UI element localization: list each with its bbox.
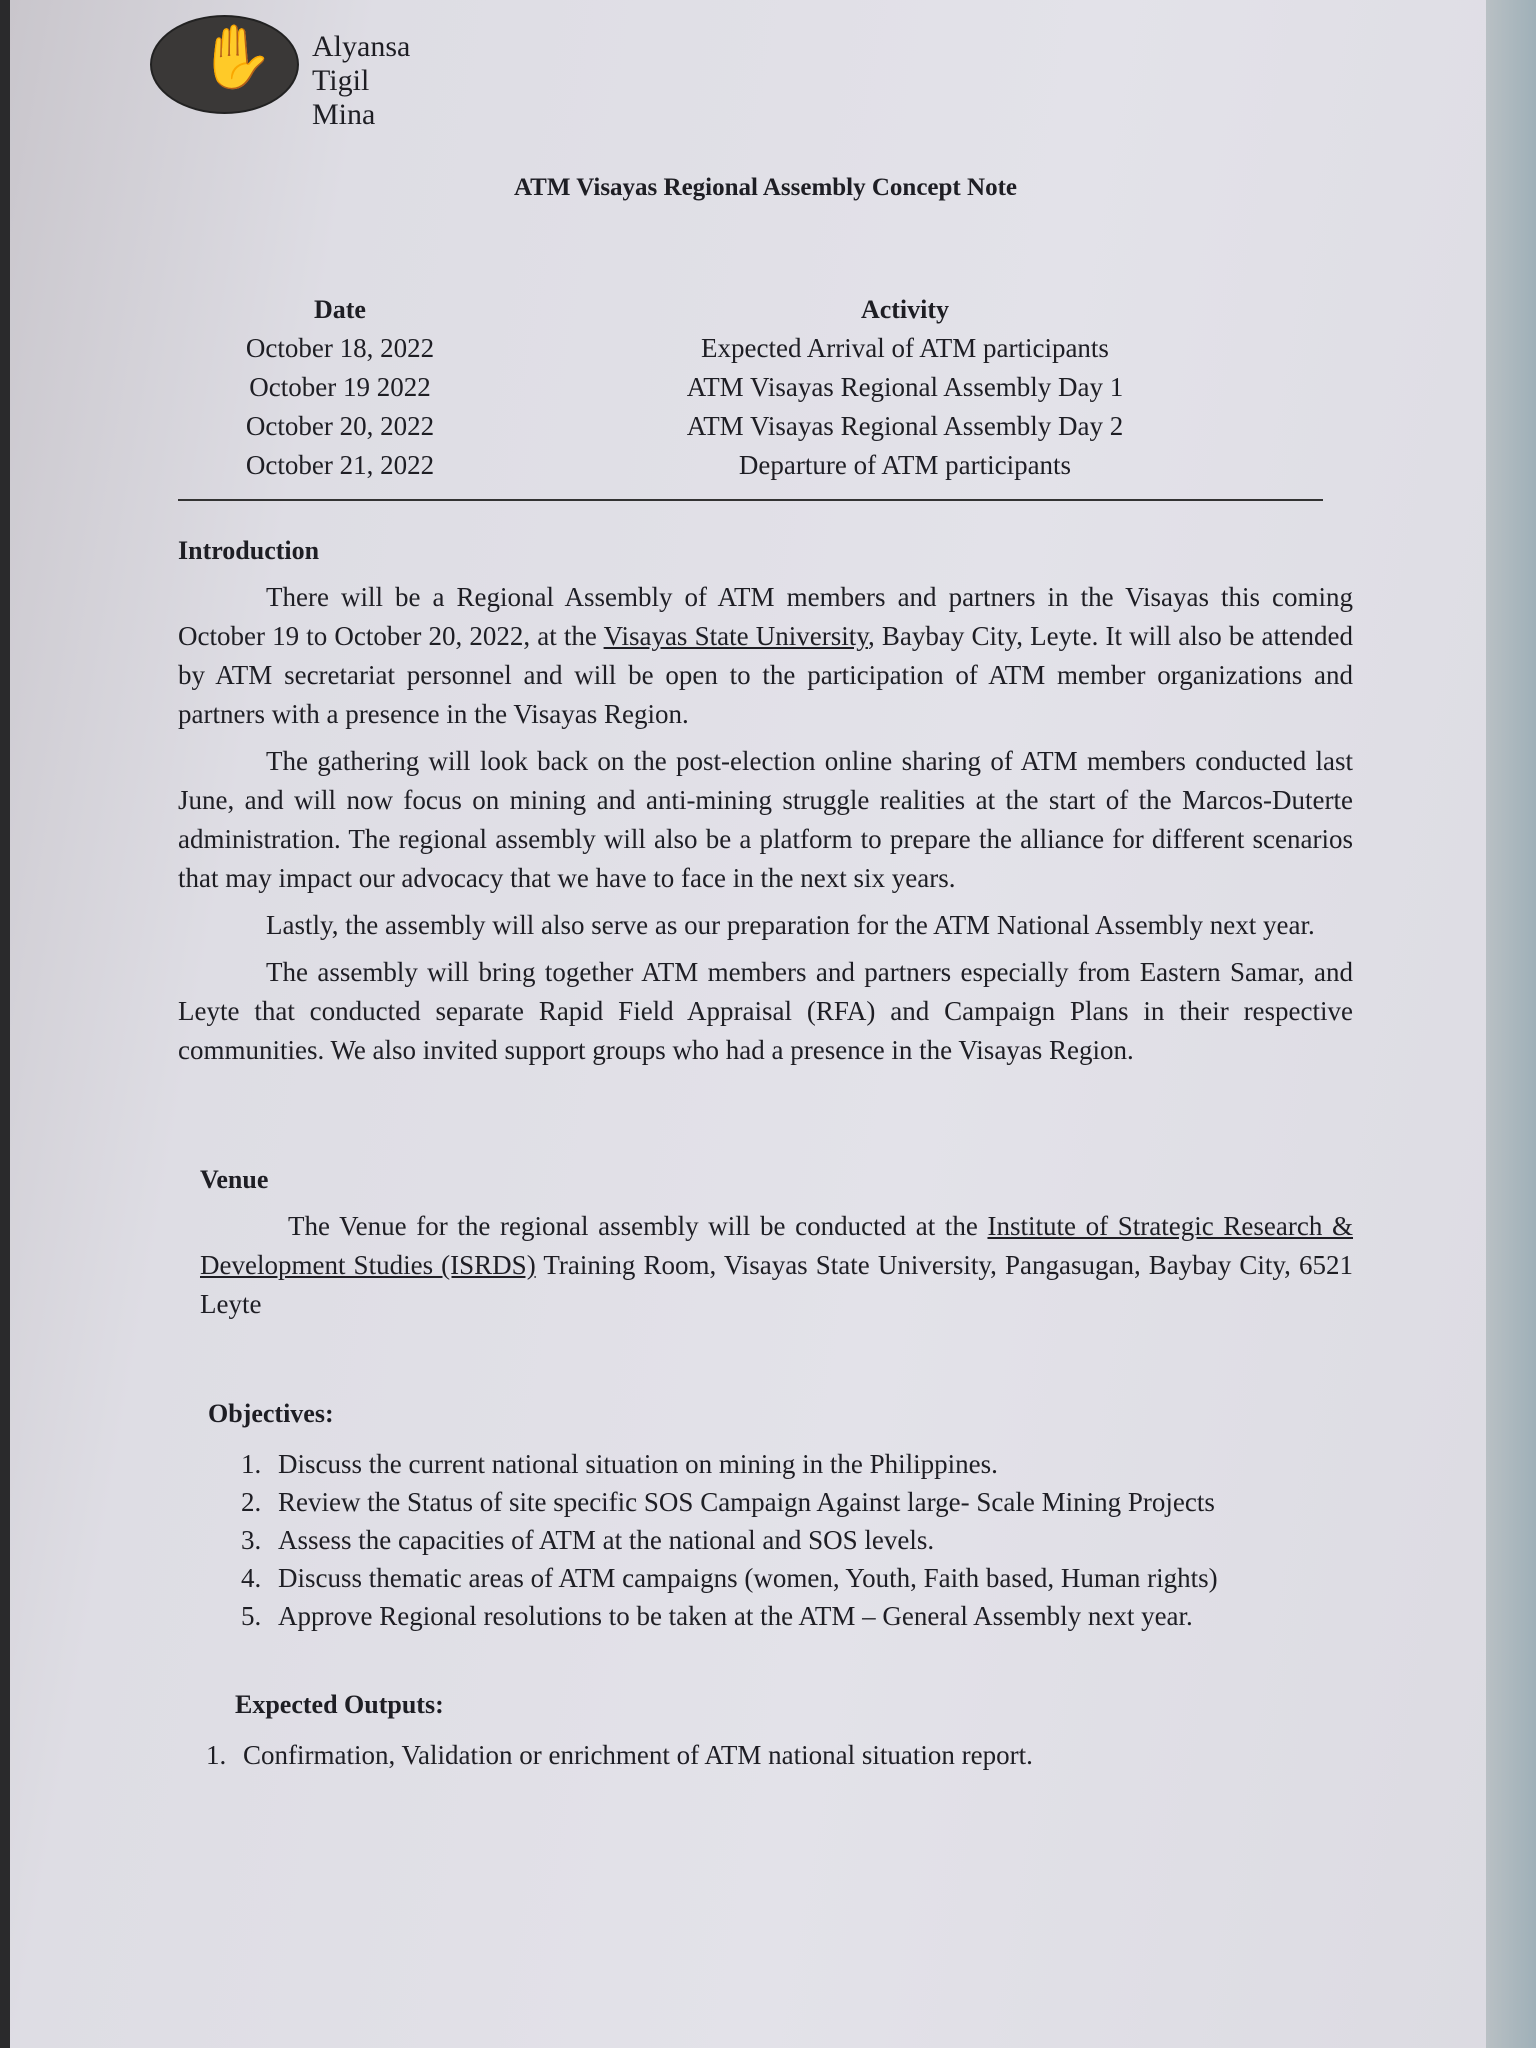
outputs-heading: Expected Outputs:: [235, 1690, 444, 1719]
text: , Baybay City, Leyte. It will also be attended by ATM secretariat personnel and will be open to the participation of ATM member organizations and partners with a presence in the Visayas Region.: [178, 621, 1353, 729]
text: Training Room, Visayas State University, Pangasugan, Baybay City, 6521 Leyte: [200, 1250, 1353, 1319]
document-title: ATM Visayas Regional Assembly Concept Note: [513, 174, 1017, 201]
document-body: [178, 0, 1353, 1775]
output-item: 1. Confirmation, Validation or enrichment of ATM national situation report.: [233, 1736, 1353, 1775]
intro-paragraph: [178, 578, 1353, 734]
introduction-heading: Introduction: [178, 536, 320, 565]
org-line: Tigil: [312, 64, 370, 97]
divider: [178, 499, 1323, 501]
activity-cell: Departure of ATM participants: [738, 450, 1072, 480]
outputs-section: [213, 1685, 1353, 1775]
objective-item: 5. Approve Regional resolutions to be taken at the ATM – General Assembly next year.: [268, 1597, 1353, 1635]
date-cell: October 21, 2022: [245, 450, 435, 480]
activity-cell: ATM Visayas Regional Assembly Day 2: [686, 411, 1124, 441]
objective-item: 3. Assess the capacities of ATM at the national and SOS levels.: [268, 1521, 1353, 1559]
schedule: [225, 290, 1353, 485]
objective-item: 1. Discuss the current national situation on mining in the Philippines.: [268, 1445, 1353, 1483]
vsu-link: Visayas State University: [603, 621, 868, 651]
activity-header: Activity: [860, 295, 950, 324]
org-line: Alyansa: [312, 30, 411, 63]
date-header: Date: [314, 295, 366, 324]
date-cell: October 20, 2022: [245, 411, 435, 441]
date-cell: October 18, 2022: [245, 333, 435, 363]
intro-paragraph: Lastly, the assembly will also serve as our preparation for the ATM National Assembly next year.: [266, 910, 1315, 940]
hand-icon: ✋: [197, 24, 275, 92]
venue-heading: Venue: [200, 1165, 269, 1194]
objective-item: 2. Review the Status of site specific SOS Campaign Against large- Scale Mining Projects: [268, 1483, 1353, 1521]
activity-cell: ATM Visayas Regional Assembly Day 1: [686, 372, 1124, 402]
background-edge: [1486, 0, 1536, 2048]
introduction-section: [178, 531, 1353, 1070]
text: The Venue for the regional assembly will be conducted at the: [288, 1211, 988, 1241]
isrds-link: Institute of Strategic Research & Development Studies (ISRDS): [200, 1211, 1353, 1280]
text: There will be a Regional Assembly of ATM members and partners in the Visayas this coming October 19 to October 20, 2022, at the: [178, 582, 1353, 651]
org-line: Mina: [312, 98, 376, 131]
venue-text: [200, 1207, 1353, 1324]
objectives-section: [208, 1394, 1353, 1635]
intro-paragraph: The gathering will look back on the post-election online sharing of ATM members conducted last June, and will now focus on mining and anti-mining struggle realities at the start of the Marcos-Duterte administration. The regional assembly will also be a platform to prepare the alliance for different scenarios that may impact our advocacy that we have to face in the next six years.: [178, 746, 1353, 893]
activity-cell: Expected Arrival of ATM participants: [701, 333, 1109, 363]
objective-item: 4. Discuss thematic areas of ATM campaigns (women, Youth, Faith based, Human rights): [268, 1559, 1353, 1597]
intro-paragraph: The assembly will bring together ATM members and partners especially from Eastern Samar, and Leyte that conducted separate Rapid Field Appraisal (RFA) and Campaign Plans in their respective communities. We also invited support groups who had a presence in the Visayas Region.: [178, 957, 1353, 1065]
venue-section: [200, 1160, 1353, 1324]
objectives-heading: Objectives:: [208, 1399, 334, 1428]
date-cell: October 19 2022: [249, 372, 431, 402]
